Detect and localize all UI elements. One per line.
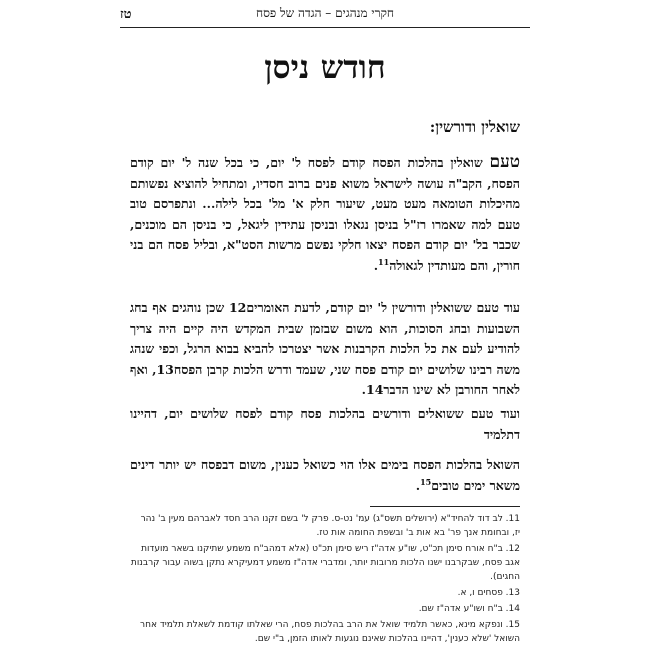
paragraph-opening-word: טעם	[489, 152, 520, 172]
footnote-ref: 15	[420, 476, 432, 487]
paragraph-text: ועוד טעם ששואלים ודורשים בהלכות פסח קודם לפסח שלושים יום, דהיינו דתלמיד	[130, 406, 520, 442]
footnote-ref: 11	[378, 256, 390, 267]
footnote-13: 13. פסחים ו, א.	[457, 588, 520, 598]
footnote-15: 15. ונפקא מינא, כאשר תלמיד שואל את הרב בהלכות פסח, הרי שאלתו קודמת לשאלת תלמיד אחר השואל 'שלא כענין', דהיינו בהלכות שאינם נוגעות לאותו הזמן, ב"י שם.	[139, 620, 520, 644]
footnotes	[130, 512, 520, 648]
footnote-14: 14. ב"ח ושו"ע אדה"ז שם.	[418, 604, 520, 614]
page-number: טז	[120, 7, 132, 22]
section-heading: שואלין ודורשין:	[429, 118, 520, 136]
footnote-11: 11. לב דוד להחיד"א (ירושלים תשס"ג) עמ' נט-ס. פרק ל' בשם זקנו הרב חסד לאברהם מעין ב' נהר יז, ובחומת אנך פר' בא אות ב' ובשפת החומה אות טז.	[140, 514, 520, 538]
footnote-12: 12. ב"ח אורח סימן תכ"ט, שו"ע אדה"ז ריש סימן תכ"ט (אלא דמהב"ח משמע שתיקנו בשאר מועדות אגב פסח, שבקרבנו ישנו הלכות מרובות יותר, ומדברי אדה"ז משמע דמעיקרא נתקן בשוה עבור קרבנות החגים).	[130, 544, 520, 582]
paragraph-end: .	[415, 477, 421, 493]
paragraph-text: השואל בהלכות הפסח בימים אלו הוי כשואל כענין, משום דבפסח יש יותר דינים משאר ימים טובים	[130, 457, 520, 493]
paragraph-1	[130, 152, 520, 276]
paragraph-end: .	[373, 257, 379, 273]
paragraph-4	[130, 455, 520, 496]
paragraph-2	[130, 298, 520, 401]
footnote-separator	[370, 506, 520, 507]
running-header	[0, 6, 650, 24]
running-title: חקרי מנהגים – הגדה של פסח	[255, 6, 394, 20]
paragraph-text: שואלין בהלכות הפסח קודם לפסח ל' יום, כי בכל שנה ל' יום קודם הפסח, הקב"ה עושה לישראל משוא פנים ברוב חסדיו, ומתחיל להוציא נפשותם מהיכלות הטומאה מעט מעט, שיעור חלק א' מל' בכל לילה... ונתפרסם טוב טעם למה שאמרו רז"ל בניסן נגאלו ובניסן עתידין ליגאל, כי בניסן הם מוכנים, שכבר בל' יום קודם הפסח יצאו חלקי נפשם מרשות הסט"א, ובליל פסח הם בני חורין, והם מעותדין לגאולה	[130, 155, 520, 273]
paragraph-text: עוד טעם ששואלין ודורשין ל' יום קודם, לדעת האומרים12 שכן נוהגים אף בחג השבועות ובחג הסוכות, הוא משום שבזמן שבית המקדש היה קיים היה צריך להודיע לעם את כל הלכות הקרבנות אשר יצטרכו להביא בבוא הרגל, וכפי שנהג משה רבינו שלושים יום קודם פסח שני, שעמד ודרש הלכות קרבן הפסח13, ואף לאחר החורבן לא שינו הדבר14.	[130, 300, 521, 397]
paragraph-3	[130, 404, 520, 445]
header-rule	[120, 27, 530, 28]
chapter-title: חודש ניסן	[264, 48, 386, 86]
